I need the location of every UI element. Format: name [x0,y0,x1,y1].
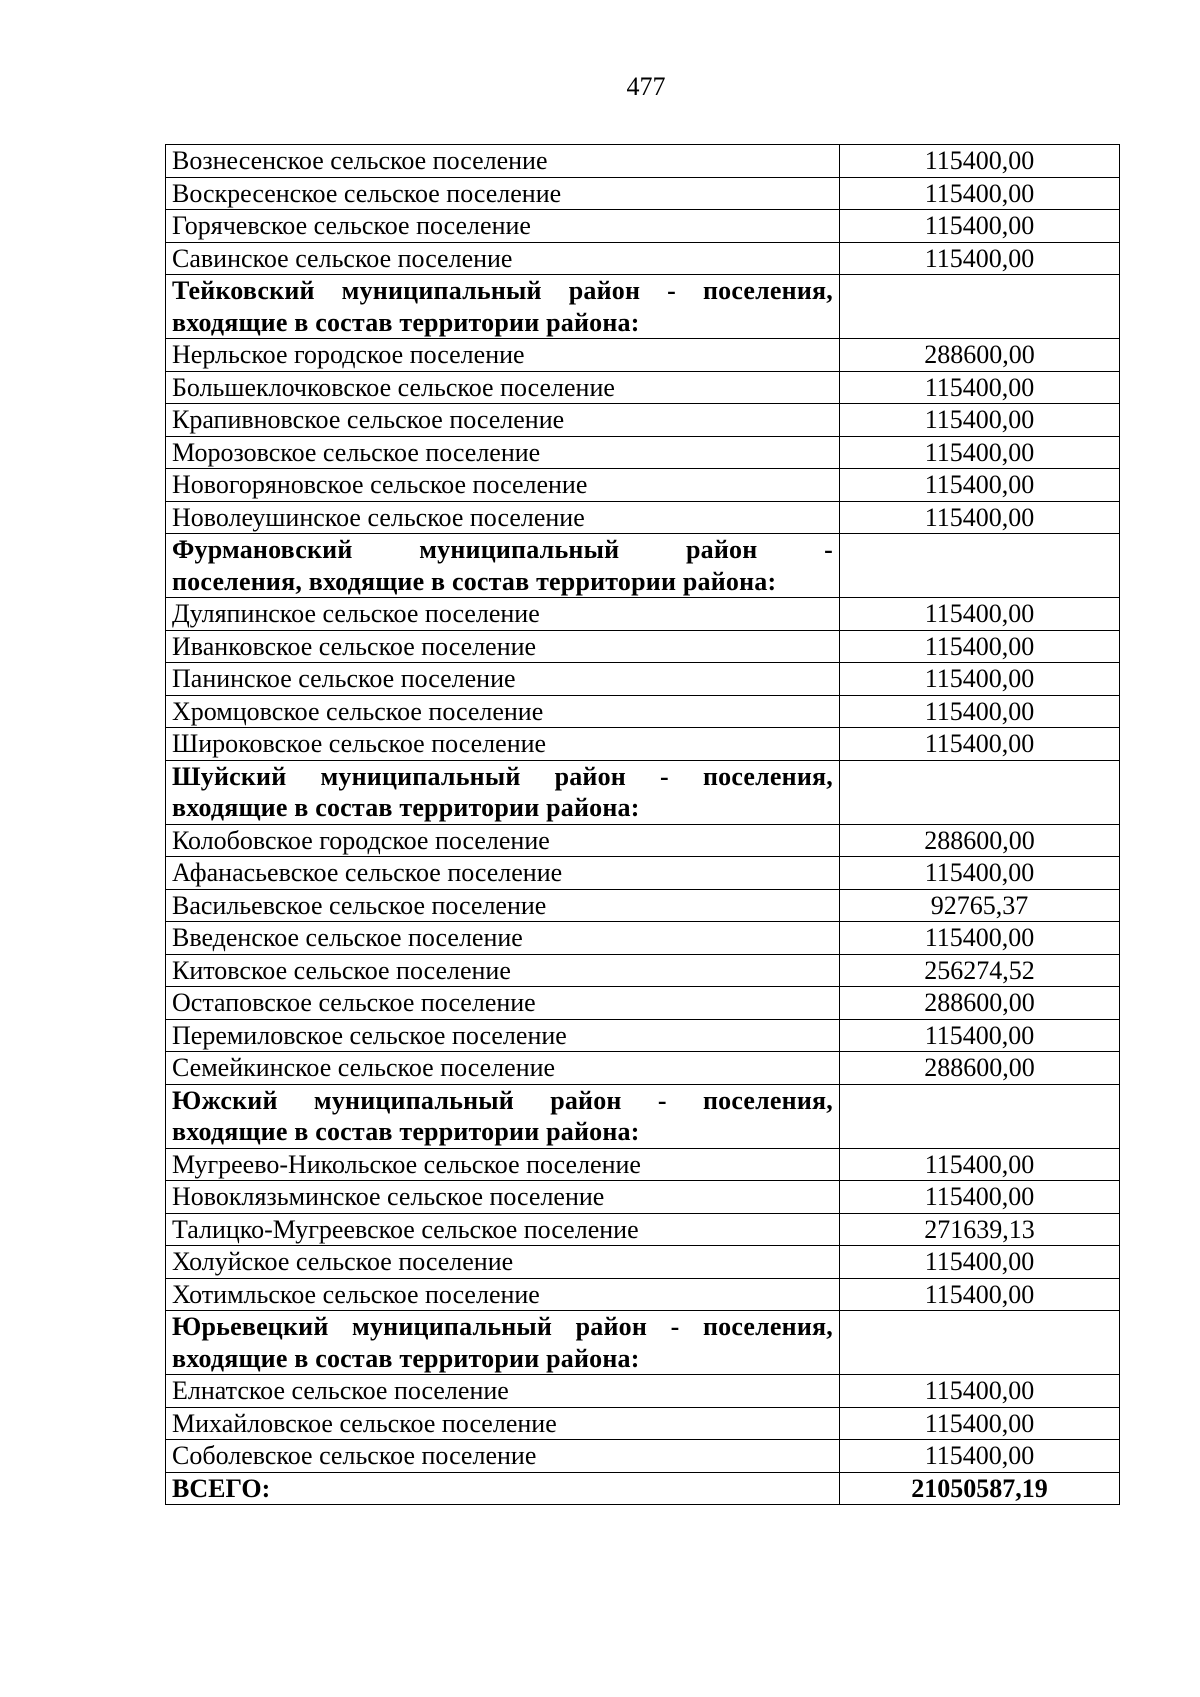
table-row [166,404,1120,437]
table-row [166,1375,1120,1408]
district-header [166,534,840,598]
settlement-amount: 256274,52 [840,954,1120,987]
settlement-amount: 115400,00 [840,663,1120,696]
table-row [166,857,1120,890]
settlement-amount: 115400,00 [840,210,1120,243]
district-header-row [166,760,1120,824]
district-header-line1: Фурмановский муниципальный район - [172,535,833,564]
settlement-amount: 115400,00 [840,436,1120,469]
settlement-amount: 115400,00 [840,1181,1120,1214]
settlement-amount: 115400,00 [840,1440,1120,1473]
settlement-name: Талицко-Мугреевское сельское поселение [166,1213,840,1246]
settlement-amount: 288600,00 [840,987,1120,1020]
settlement-amount: 115400,00 [840,371,1120,404]
settlement-name: Васильевское сельское поселение [166,889,840,922]
table-row [166,1148,1120,1181]
settlement-amount: 288600,00 [840,1052,1120,1085]
settlement-name: Михайловское сельское поселение [166,1407,840,1440]
table-row [166,371,1120,404]
settlement-amount: 115400,00 [840,145,1120,178]
settlement-name: Афанасьевское сельское поселение [166,857,840,890]
settlement-name: Дуляпинское сельское поселение [166,598,840,631]
settlement-amount: 115400,00 [840,1375,1120,1408]
district-header-line1: Юрьевецкий муниципальный район - поселения, [172,1312,833,1341]
table-body [166,145,1120,1505]
district-header-line1: Тейковский муниципальный район - поселения, [172,276,833,305]
district-header-row [166,1084,1120,1148]
settlement-amount: 115400,00 [840,1148,1120,1181]
district-header-line2: входящие в состав территории района: [172,307,640,337]
settlement-amount: 115400,00 [840,630,1120,663]
page-number: 477 [626,72,666,101]
settlement-amount: 115400,00 [840,242,1120,275]
district-header [166,1311,840,1375]
total-row [166,1472,1120,1505]
settlement-name: Воскресенское сельское поселение [166,177,840,210]
district-header [166,760,840,824]
table-row [166,1440,1120,1473]
settlement-name: Елнатское сельское поселение [166,1375,840,1408]
table-row [166,1407,1120,1440]
settlement-amount: 115400,00 [840,728,1120,761]
district-header-amount-cell [840,275,1120,339]
table-row [166,436,1120,469]
district-header [166,1084,840,1148]
district-header-row [166,1311,1120,1375]
settlement-name: Перемиловское сельское поселение [166,1019,840,1052]
settlement-amount: 288600,00 [840,339,1120,372]
settlement-amount: 115400,00 [840,857,1120,890]
table-row [166,824,1120,857]
district-header-line1: Южский муниципальный район - поселения, [172,1085,833,1115]
allocation-table [165,144,1120,1505]
table-row [166,339,1120,372]
settlement-amount: 115400,00 [840,1019,1120,1052]
settlement-amount: 271639,13 [840,1213,1120,1246]
settlement-name: Вознесенское сельское поселение [166,145,840,178]
settlement-name: Колобовское городское поселение [166,824,840,857]
district-header-line2: поселения, входящие в состав территории района: [172,566,777,596]
table-row [166,1213,1120,1246]
settlement-name: Мугреево-Никольское сельское поселение [166,1148,840,1181]
table-row [166,242,1120,275]
settlement-amount: 115400,00 [840,177,1120,210]
settlement-amount: 115400,00 [840,598,1120,631]
table-row [166,1278,1120,1311]
settlement-name: Соболевское сельское поселение [166,1440,840,1473]
table-row [166,922,1120,955]
settlement-amount: 115400,00 [840,1246,1120,1279]
table-row [166,728,1120,761]
district-header-line2: входящие в состав территории района: [172,1117,640,1146]
table-row [166,889,1120,922]
settlement-name: Большеклочковское сельское поселение [166,371,840,404]
settlement-amount: 115400,00 [840,922,1120,955]
settlement-name: Новолеушинское сельское поселение [166,501,840,534]
settlement-amount: 115400,00 [840,1278,1120,1311]
table-row [166,210,1120,243]
settlement-name: Панинское сельское поселение [166,663,840,696]
district-header-line2: входящие в состав территории района: [172,1343,640,1373]
settlement-amount: 92765,37 [840,889,1120,922]
settlement-name: Горячевское сельское поселение [166,210,840,243]
table-row [166,145,1120,178]
district-header-amount-cell [840,760,1120,824]
table-row [166,1246,1120,1279]
table-row [166,1052,1120,1085]
district-header-line2: входящие в состав территории района: [172,793,640,822]
table-row [166,630,1120,663]
settlement-name: Хотимльское сельское поселение [166,1278,840,1311]
settlement-amount: 115400,00 [840,469,1120,502]
settlement-amount: 115400,00 [840,1407,1120,1440]
settlement-name: Иванковское сельское поселение [166,630,840,663]
table-row [166,469,1120,502]
settlement-name: Хромцовское сельское поселение [166,695,840,728]
settlement-name: Морозовское сельское поселение [166,436,840,469]
settlement-name: Китовское сельское поселение [166,954,840,987]
settlement-name: Семейкинское сельское поселение [166,1052,840,1085]
table-row [166,177,1120,210]
table-row [166,987,1120,1020]
settlement-name: Остаповское сельское поселение [166,987,840,1020]
district-header-amount-cell [840,1311,1120,1375]
table-row [166,598,1120,631]
table-row [166,1181,1120,1214]
total-label: ВСЕГО: [166,1472,840,1505]
district-header-amount-cell [840,1084,1120,1148]
district-header-line1: Шуйский муниципальный район - поселения, [172,761,833,791]
settlement-name: Савинское сельское поселение [166,242,840,275]
table-row [166,1019,1120,1052]
settlement-amount: 115400,00 [840,404,1120,437]
table-row [166,954,1120,987]
settlement-name: Новогоряновское сельское поселение [166,469,840,502]
settlement-name: Нерльское городское поселение [166,339,840,372]
table-row [166,663,1120,696]
settlement-name: Новоклязьминское сельское поселение [166,1181,840,1214]
table-row [166,695,1120,728]
settlement-name: Крапивновское сельское поселение [166,404,840,437]
settlement-amount: 115400,00 [840,501,1120,534]
total-amount: 21050587,19 [840,1472,1120,1505]
district-header-row [166,534,1120,598]
settlement-name: Введенское сельское поселение [166,922,840,955]
table-row [166,501,1120,534]
settlement-amount: 288600,00 [840,824,1120,857]
settlement-name: Холуйское сельское поселение [166,1246,840,1279]
district-header-amount-cell [840,534,1120,598]
district-header-row [166,275,1120,339]
district-header [166,275,840,339]
settlement-amount: 115400,00 [840,695,1120,728]
settlement-name: Широковское сельское поселение [166,728,840,761]
